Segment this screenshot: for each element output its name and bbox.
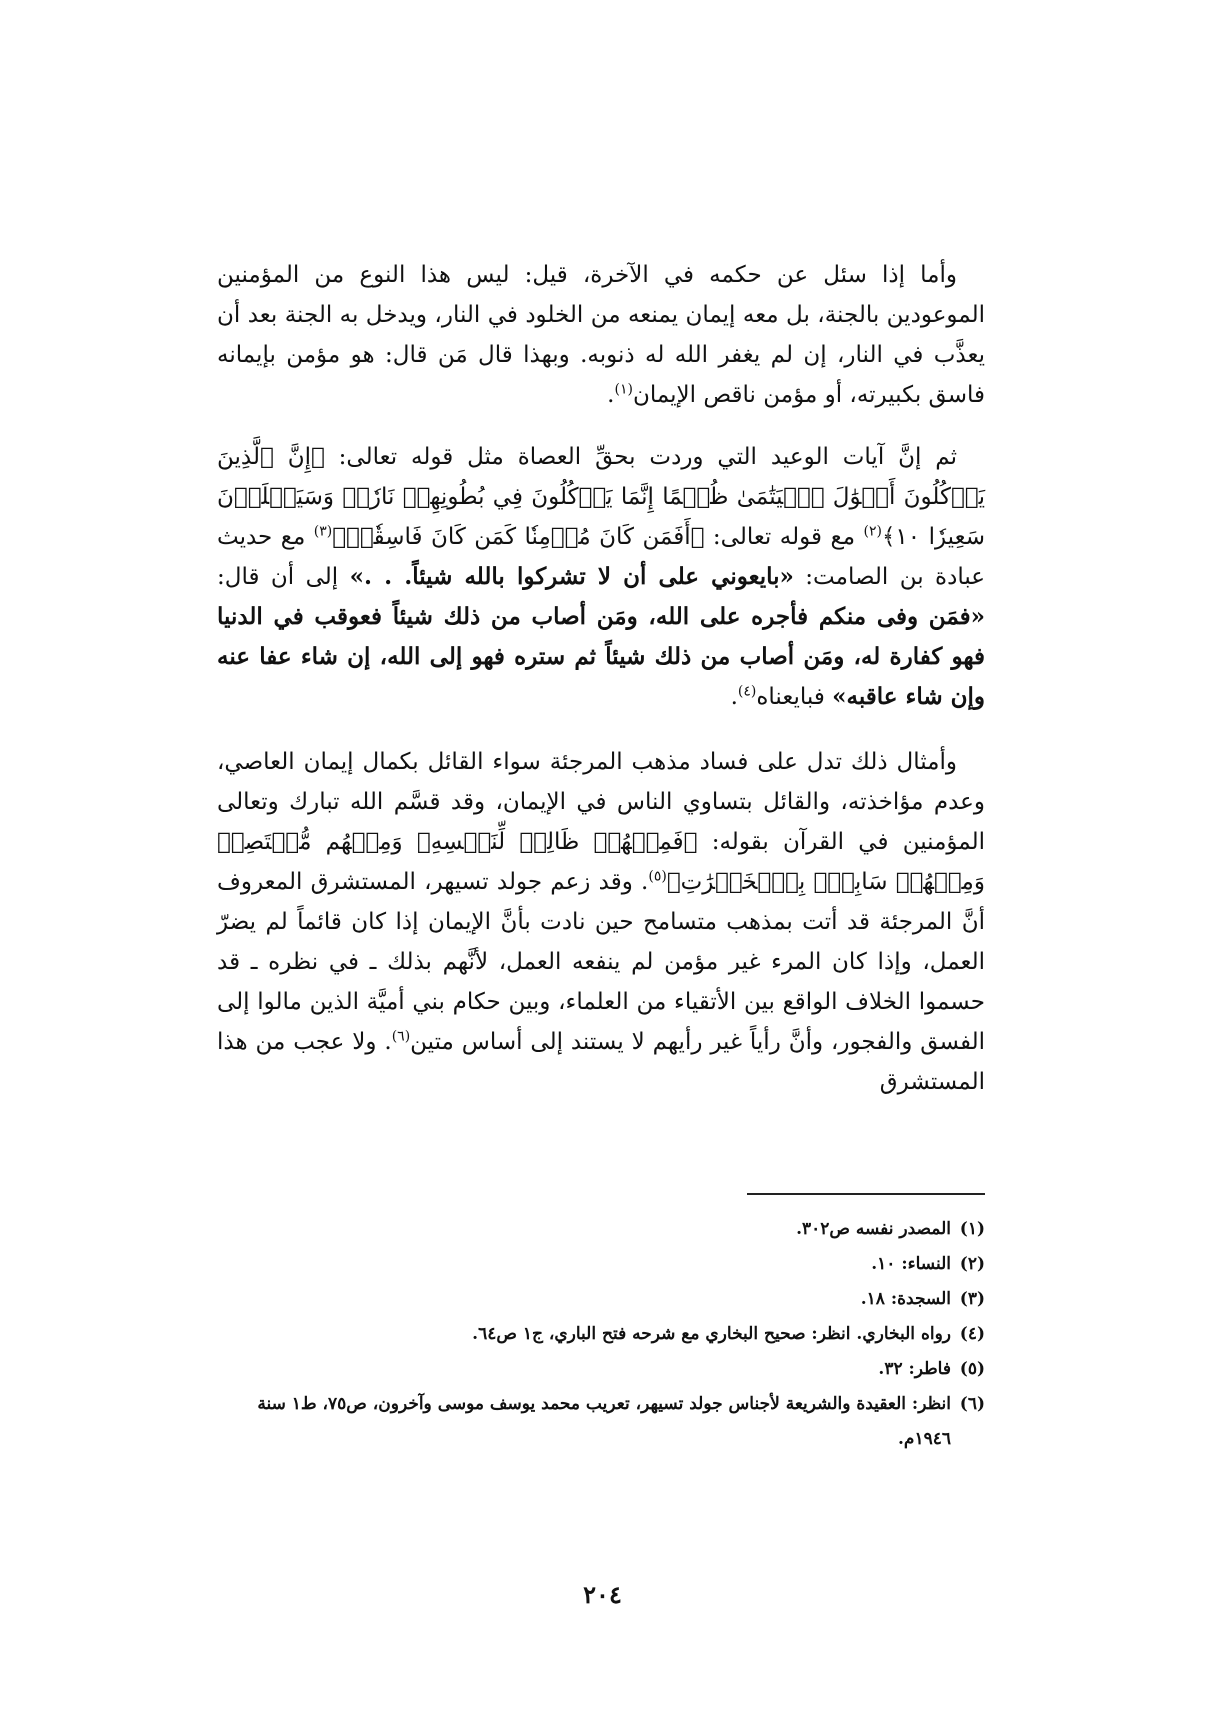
- footnote-number: (٢): [959, 1254, 985, 1274]
- paragraph: [217, 742, 985, 1102]
- footnote-item: [217, 1317, 985, 1352]
- footnote-number: (٦): [959, 1394, 985, 1414]
- footnote-reference: (٢): [863, 523, 882, 540]
- footnote-reference: (٦): [391, 1028, 411, 1045]
- footnote-number: (٤): [959, 1324, 985, 1344]
- footnote-reference: (١): [614, 381, 633, 398]
- footnotes: [217, 1212, 985, 1457]
- footnote-item: [217, 1247, 985, 1282]
- footnote-text: فاطر: ٣٢.: [878, 1359, 951, 1379]
- paragraph-text: وأمثال ذلك تدل على فساد مذهب المرجئة سواء القائل بكمال إيمان العاصي، وعدم مؤاخذته، والقائل بتساوي الناس في الإيمان، وقد قسَّم الله تبارك وتعالى المؤمنين في القرآن بقوله: ﴿فَمِنۡهُمۡ ظَالِمٞ لِّنَفۡسِهِۦ وَمِنۡهُم مُّقۡتَصِدٞ وَمِنۡهُمۡ سَابِقُۢ بِٱلۡخَيۡرَٰتِ﴾: [217, 749, 986, 895]
- hadith-quote: «بايعوني على أن لا تشركوا بالله شيئاً. . .»: [349, 563, 794, 590]
- footnote-number: (٣): [959, 1289, 985, 1309]
- main-text-paragraph-3: [217, 742, 985, 1102]
- footnote-reference: (٥): [648, 868, 667, 885]
- paragraph-text: ثم إنَّ آيات الوعيد التي وردت بحقِّ العصاة مثل قوله تعالى: ﴿إِنَّ ٱلَّذِينَ يَأۡكُلُونَ أَمۡوَٰلَ ٱلۡيَتَٰمَىٰ ظُلۡمًا إِنَّمَا يَأۡكُلُونَ فِي بُطُونِهِمۡ نَارٗاۖ وَسَيَصۡلَوۡنَ سَعِيرٗا ١٠﴾: [217, 444, 985, 550]
- punctuation: .: [607, 382, 615, 408]
- paragraph-text: فبايعناه: [756, 684, 833, 710]
- footnote-text: السجدة: ١٨.: [860, 1289, 951, 1309]
- punctuation: .: [730, 684, 738, 710]
- paragraph-text: إلى أن قال:: [217, 564, 350, 590]
- page-number: ٢٠٤: [583, 1580, 622, 1609]
- footnote-number: (١): [959, 1219, 985, 1239]
- footnote-item: [217, 1282, 985, 1317]
- main-text-paragraph-2: [217, 437, 985, 717]
- footnote-divider: [747, 1193, 985, 1195]
- paragraph-text: وأما إذا سئل عن حكمه في الآخرة، قيل: ليس هذا النوع من المؤمنين الموعودين بالجنة، بل معه إيمان يمنعه من الخلود في النار، ويدخل به الجنة بعد أن يعذَّب في النار، إن لم يغفر الله له ذنوبه. وبهذا قال مَن قال: هو مؤمن بإيمانه فاسق بكبيرته، أو مؤمن ناقص الإيمان: [217, 262, 985, 408]
- footnote-item: [217, 1352, 985, 1387]
- footnote-text: النساء: ١٠.: [871, 1254, 951, 1274]
- footnote-text: انظر: العقيدة والشريعة لأجناس جولد تسيهر، تعريب محمد يوسف موسى وآخرون، ص٧٥، ط١ سنة ١٩٤٦م.: [257, 1394, 951, 1449]
- footnote-item: [217, 1212, 985, 1247]
- paragraph: [217, 437, 985, 717]
- footnote-reference: (٤): [737, 683, 757, 700]
- footnote-reference: (٣): [313, 523, 333, 540]
- paragraph: [217, 255, 985, 415]
- hadith-quote: «فمَن وفى منكم فأجره على الله، ومَن أصاب من ذلك شيئاً فعوقب في الدنيا فهو كفارة له، ومَن أصاب من ذلك شيئاً ثم ستره فهو إلى الله، إن شاء عفا عنه وإن شاء عاقبه»: [217, 603, 985, 710]
- paragraph-text: مع قوله تعالى: ﴿أَفَمَن كَانَ مُؤۡمِنٗا كَمَن كَانَ فَاسِقٗاۚ﴾: [332, 524, 864, 550]
- paragraph-text: مع حديث عبادة بن الصامت:: [217, 524, 986, 590]
- footnote-number: (٥): [959, 1359, 985, 1379]
- footnote-item: [217, 1387, 985, 1457]
- footnote-text: رواه البخاري. انظر: صحيح البخاري مع شرحه فتح الباري، ج١ ص٦٤.: [472, 1324, 951, 1344]
- paragraph-text: . وقد زعم جولد تسيهر، المستشرق المعروف أنَّ المرجئة قد أتت بمذهب متسامح حين نادت بأنَّ الإيمان إذا كان قائماً لم يضرّ العمل، وإذا كان المرء غير مؤمن لم ينفعه العمل، لأنَّهم بذلك ـ في نظره ـ قد حسموا الخلاف الواقع بين الأتقياء من العلماء، وبين حكام بني أميَّة الذين مالوا إلى الفسق والفجور، وأنَّ رأياً غير رأيهم لا يستند إلى أساس متين: [217, 869, 985, 1055]
- paragraph-text: . ولا عجب من هذا المستشرق: [217, 1029, 985, 1095]
- footnote-text: المصدر نفسه ص٣٠٢.: [796, 1219, 951, 1239]
- main-text-paragraph-1: [217, 255, 985, 415]
